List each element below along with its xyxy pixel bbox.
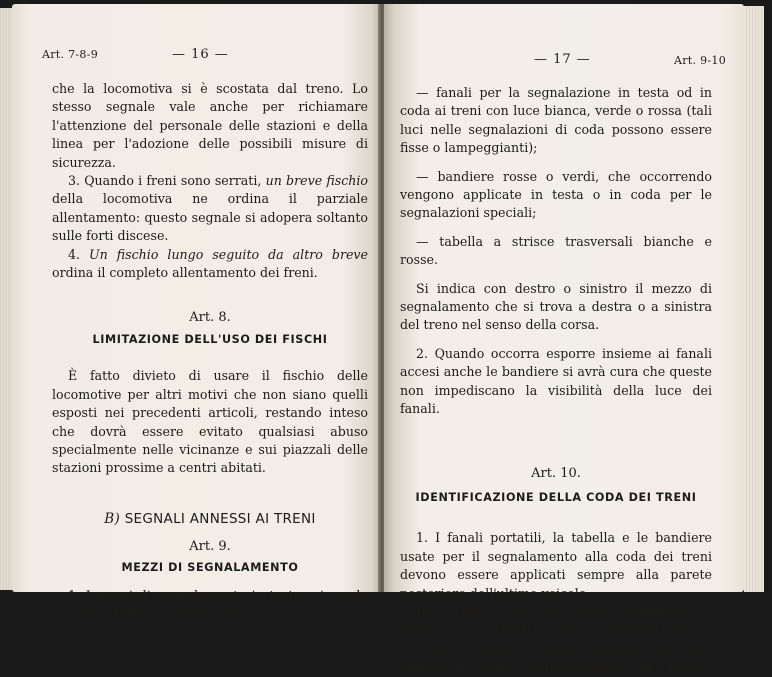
article-8-text: È fatto divieto di usare il fischio delle locomotive per altri motivi che non siano quelli esposti nei precedenti articoli, restando inteso che dovrà essere evitato qualsiasi abuso specialmente nelle vicinanze e sui piazzali delle stazioni prossime a centri abitati. [52,368,368,476]
list-item-bandiere: — bandiere rosse o verdi, che occorrendo vengono applicate in testa o in coda per le segnalazioni speciali; [400,168,712,221]
right-page-number: — 17 — [534,52,591,67]
article-10-heading: Art. 10. [531,465,581,481]
article-10-paragraph-1: 1. I fanali portatili, la tabella e le bandiere usate per il segnalamento alla coda dei treni devono essere applicati sempre alla parete posteriore dell'ultimo veicolo. [400,530,712,601]
paragraph-destro-sinistro: Si indica con destro o sinistro il mezzo di segnalamento che si trova a destra o a sinistra del treno nel senso della corsa. [400,280,712,333]
paragraph-3: 3. Quando i freni sono serrati, un breve fischio della locomotiva ne ordina il parziale allentamento: questo segnale si adopera soltanto sulle forti discese. [52,173,368,244]
list-item-fanali: — fanali per la segnalazione in testa od in coda ai treni con luce bianca, verde o rossa (tali luci nelle segnalazioni di coda possono essere fisse o lampeggianti); [400,85,712,156]
article-8-title: LIMITAZIONE DELL'USO DEI FISCHI [92,332,328,346]
article-10-paragraph-2: La « coda » del treno viene identificata di giorno da una tabella a strisce inclinate bianche e rosse e di notte dai fanali posteriori, dei quali almeno uno dovrà sempre proiettare luce rossa. [400,603,712,675]
list-item-tabella: — tabella a strisce trasversali bianche e rosse. [400,233,712,268]
right-running-header: Art. 9-10 [674,54,727,67]
right-page-edges [744,6,764,592]
left-page [12,4,380,622]
right-page-body [400,84,712,677]
article-9-text: 1. I mezzi di segnalamento in testa o in coda ai treni od alle locomotive sono: [52,587,368,622]
paragraph-continuation: che la locomotiva si è scostata dal treno. Lo stesso segnale vale anche per richiamare l'attenzione del personale delle stazioni e della linea per l'adozione delle possibili misure di sicurezza. [52,81,368,170]
article-9-heading: Art. 9. [189,539,231,555]
left-page-number: — 16 — [172,47,229,62]
section-title: B) SEGNALI ANNESSI AI TRENI [104,510,316,527]
left-running-header: Art. 7-8-9 [42,48,99,61]
paragraph-2: 2. Quando occorra esporre insieme ai fanali accesi anche le bandiere si avrà cura che queste non impediscano la visibilità della luce dei fanali. [400,345,712,417]
article-9-title: MEZZI DI SEGNALAMENTO [121,560,299,574]
left-page-body [52,80,368,624]
article-8-heading: Art. 8. [189,310,231,326]
paragraph-4: 4. Un fischio lungo seguito da altro breve ordina il completo allentamento dei freni. [52,246,368,281]
article-10-title: IDENTIFICAZIONE DELLA CODA DEI TRENI [415,490,697,504]
right-page [384,4,744,675]
